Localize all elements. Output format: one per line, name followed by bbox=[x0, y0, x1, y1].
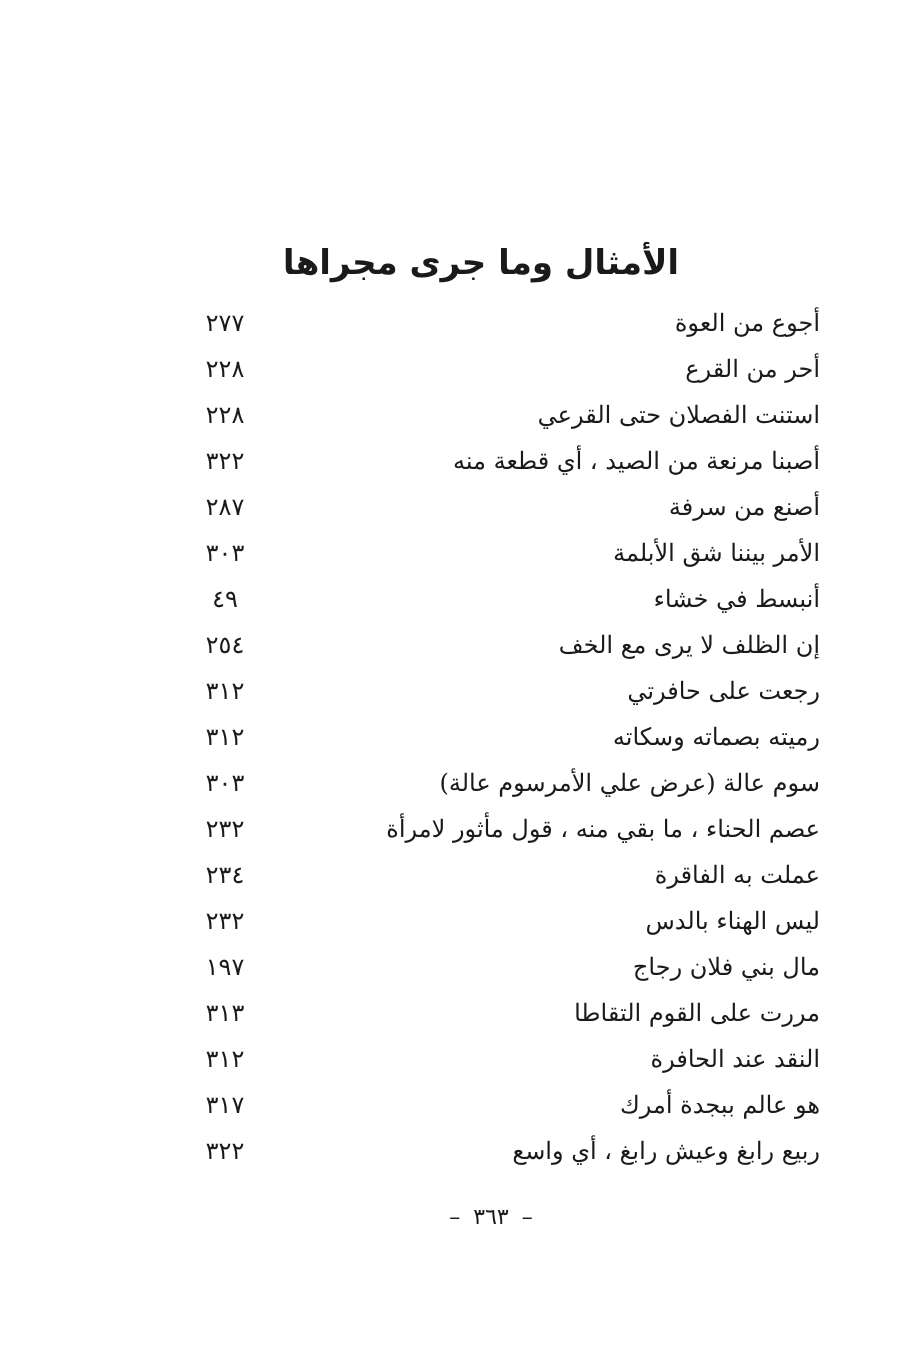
entry-proverb-text: مال بني فلان رجاج bbox=[632, 953, 820, 981]
proverb-index-list bbox=[180, 300, 820, 1174]
entry-proverb-text: ربيع رابغ وعيش رابغ ، أي واسع bbox=[512, 1137, 820, 1165]
entry-page-number: ٣٢٢ bbox=[205, 447, 245, 475]
index-entry bbox=[180, 898, 820, 944]
index-entry bbox=[180, 622, 820, 668]
index-entry bbox=[180, 530, 820, 576]
index-entry bbox=[180, 1128, 820, 1174]
index-entry bbox=[180, 852, 820, 898]
index-entry bbox=[180, 1036, 820, 1082]
index-entry bbox=[180, 990, 820, 1036]
entry-proverb-text: رميته بصماته وسكاته bbox=[612, 723, 820, 751]
index-entry bbox=[180, 438, 820, 484]
page-footer bbox=[0, 1205, 922, 1230]
entry-page-number: ٢٣٢ bbox=[205, 907, 245, 935]
entry-proverb-text: الأمر بيننا شق الأبلمة bbox=[613, 539, 820, 567]
entry-page-number: ٣٠٣ bbox=[205, 539, 245, 567]
index-entry bbox=[180, 576, 820, 622]
entry-page-number: ٤٩ bbox=[212, 585, 238, 613]
entry-proverb-text: مررت على القوم التقاطا bbox=[574, 999, 820, 1027]
entry-page-number: ٢٨٧ bbox=[205, 493, 245, 521]
entry-page-number: ٢٢٨ bbox=[205, 401, 245, 429]
index-entry bbox=[180, 1082, 820, 1128]
entry-proverb-text: أصبنا مرنعة من الصيد ، أي قطعة منه bbox=[453, 447, 820, 475]
entry-page-number: ٢٥٤ bbox=[205, 631, 245, 659]
entry-proverb-text: أجوع من العوة bbox=[674, 309, 820, 337]
entry-proverb-text: أصنع من سرفة bbox=[668, 493, 820, 521]
entry-page-number: ٣١٢ bbox=[205, 1045, 245, 1073]
entry-proverb-text: النقد عند الحافرة bbox=[650, 1045, 820, 1073]
index-entry bbox=[180, 760, 820, 806]
index-entry bbox=[180, 346, 820, 392]
entry-page-number: ٢٧٧ bbox=[205, 309, 245, 337]
index-entry bbox=[180, 668, 820, 714]
entry-page-number: ٣٠٣ bbox=[205, 769, 245, 797]
index-entry bbox=[180, 806, 820, 852]
entry-proverb-text: رجعت على حافرتي bbox=[627, 677, 820, 705]
entry-proverb-text: هو عالم ببجدة أمرك bbox=[620, 1091, 820, 1119]
entry-proverb-text: استنت الفصلان حتى القرعي bbox=[537, 401, 820, 429]
footer-dash-right: – bbox=[449, 1205, 461, 1230]
entry-page-number: ٣١٢ bbox=[205, 723, 245, 751]
index-entry bbox=[180, 944, 820, 990]
footer-dash-left: – bbox=[521, 1205, 533, 1230]
entry-proverb-text: عصم الحناء ، ما بقي منه ، قول مأثور لامرأة bbox=[386, 815, 820, 843]
entry-proverb-text: سوم عالة (عرض علي الأمرسوم عالة) bbox=[439, 769, 820, 797]
index-entry bbox=[180, 484, 820, 530]
entry-proverb-text: إن الظلف لا يرى مع الخف bbox=[558, 631, 820, 659]
entry-page-number: ١٩٧ bbox=[205, 953, 245, 981]
index-entry bbox=[180, 714, 820, 760]
page-number: ٣٦٣ bbox=[473, 1205, 509, 1230]
entry-page-number: ٢٣٤ bbox=[205, 861, 245, 889]
entry-page-number: ٣١٣ bbox=[205, 999, 245, 1027]
entry-proverb-text: ليس الهناء بالدس bbox=[645, 907, 820, 935]
entry-page-number: ٣١٧ bbox=[205, 1091, 245, 1119]
index-entry bbox=[180, 300, 820, 346]
index-entry bbox=[180, 392, 820, 438]
entry-proverb-text: أحر من القرع bbox=[685, 355, 820, 383]
entry-page-number: ٣١٢ bbox=[205, 677, 245, 705]
entry-page-number: ٢٣٢ bbox=[205, 815, 245, 843]
entry-page-number: ٣٢٢ bbox=[205, 1137, 245, 1165]
page-title: الأمثال وما جرى مجراها bbox=[282, 242, 680, 283]
entry-proverb-text: عملت به الفاقرة bbox=[654, 861, 820, 889]
entry-page-number: ٢٢٨ bbox=[205, 355, 245, 383]
entry-proverb-text: أنبسط في خشاء bbox=[653, 585, 820, 613]
